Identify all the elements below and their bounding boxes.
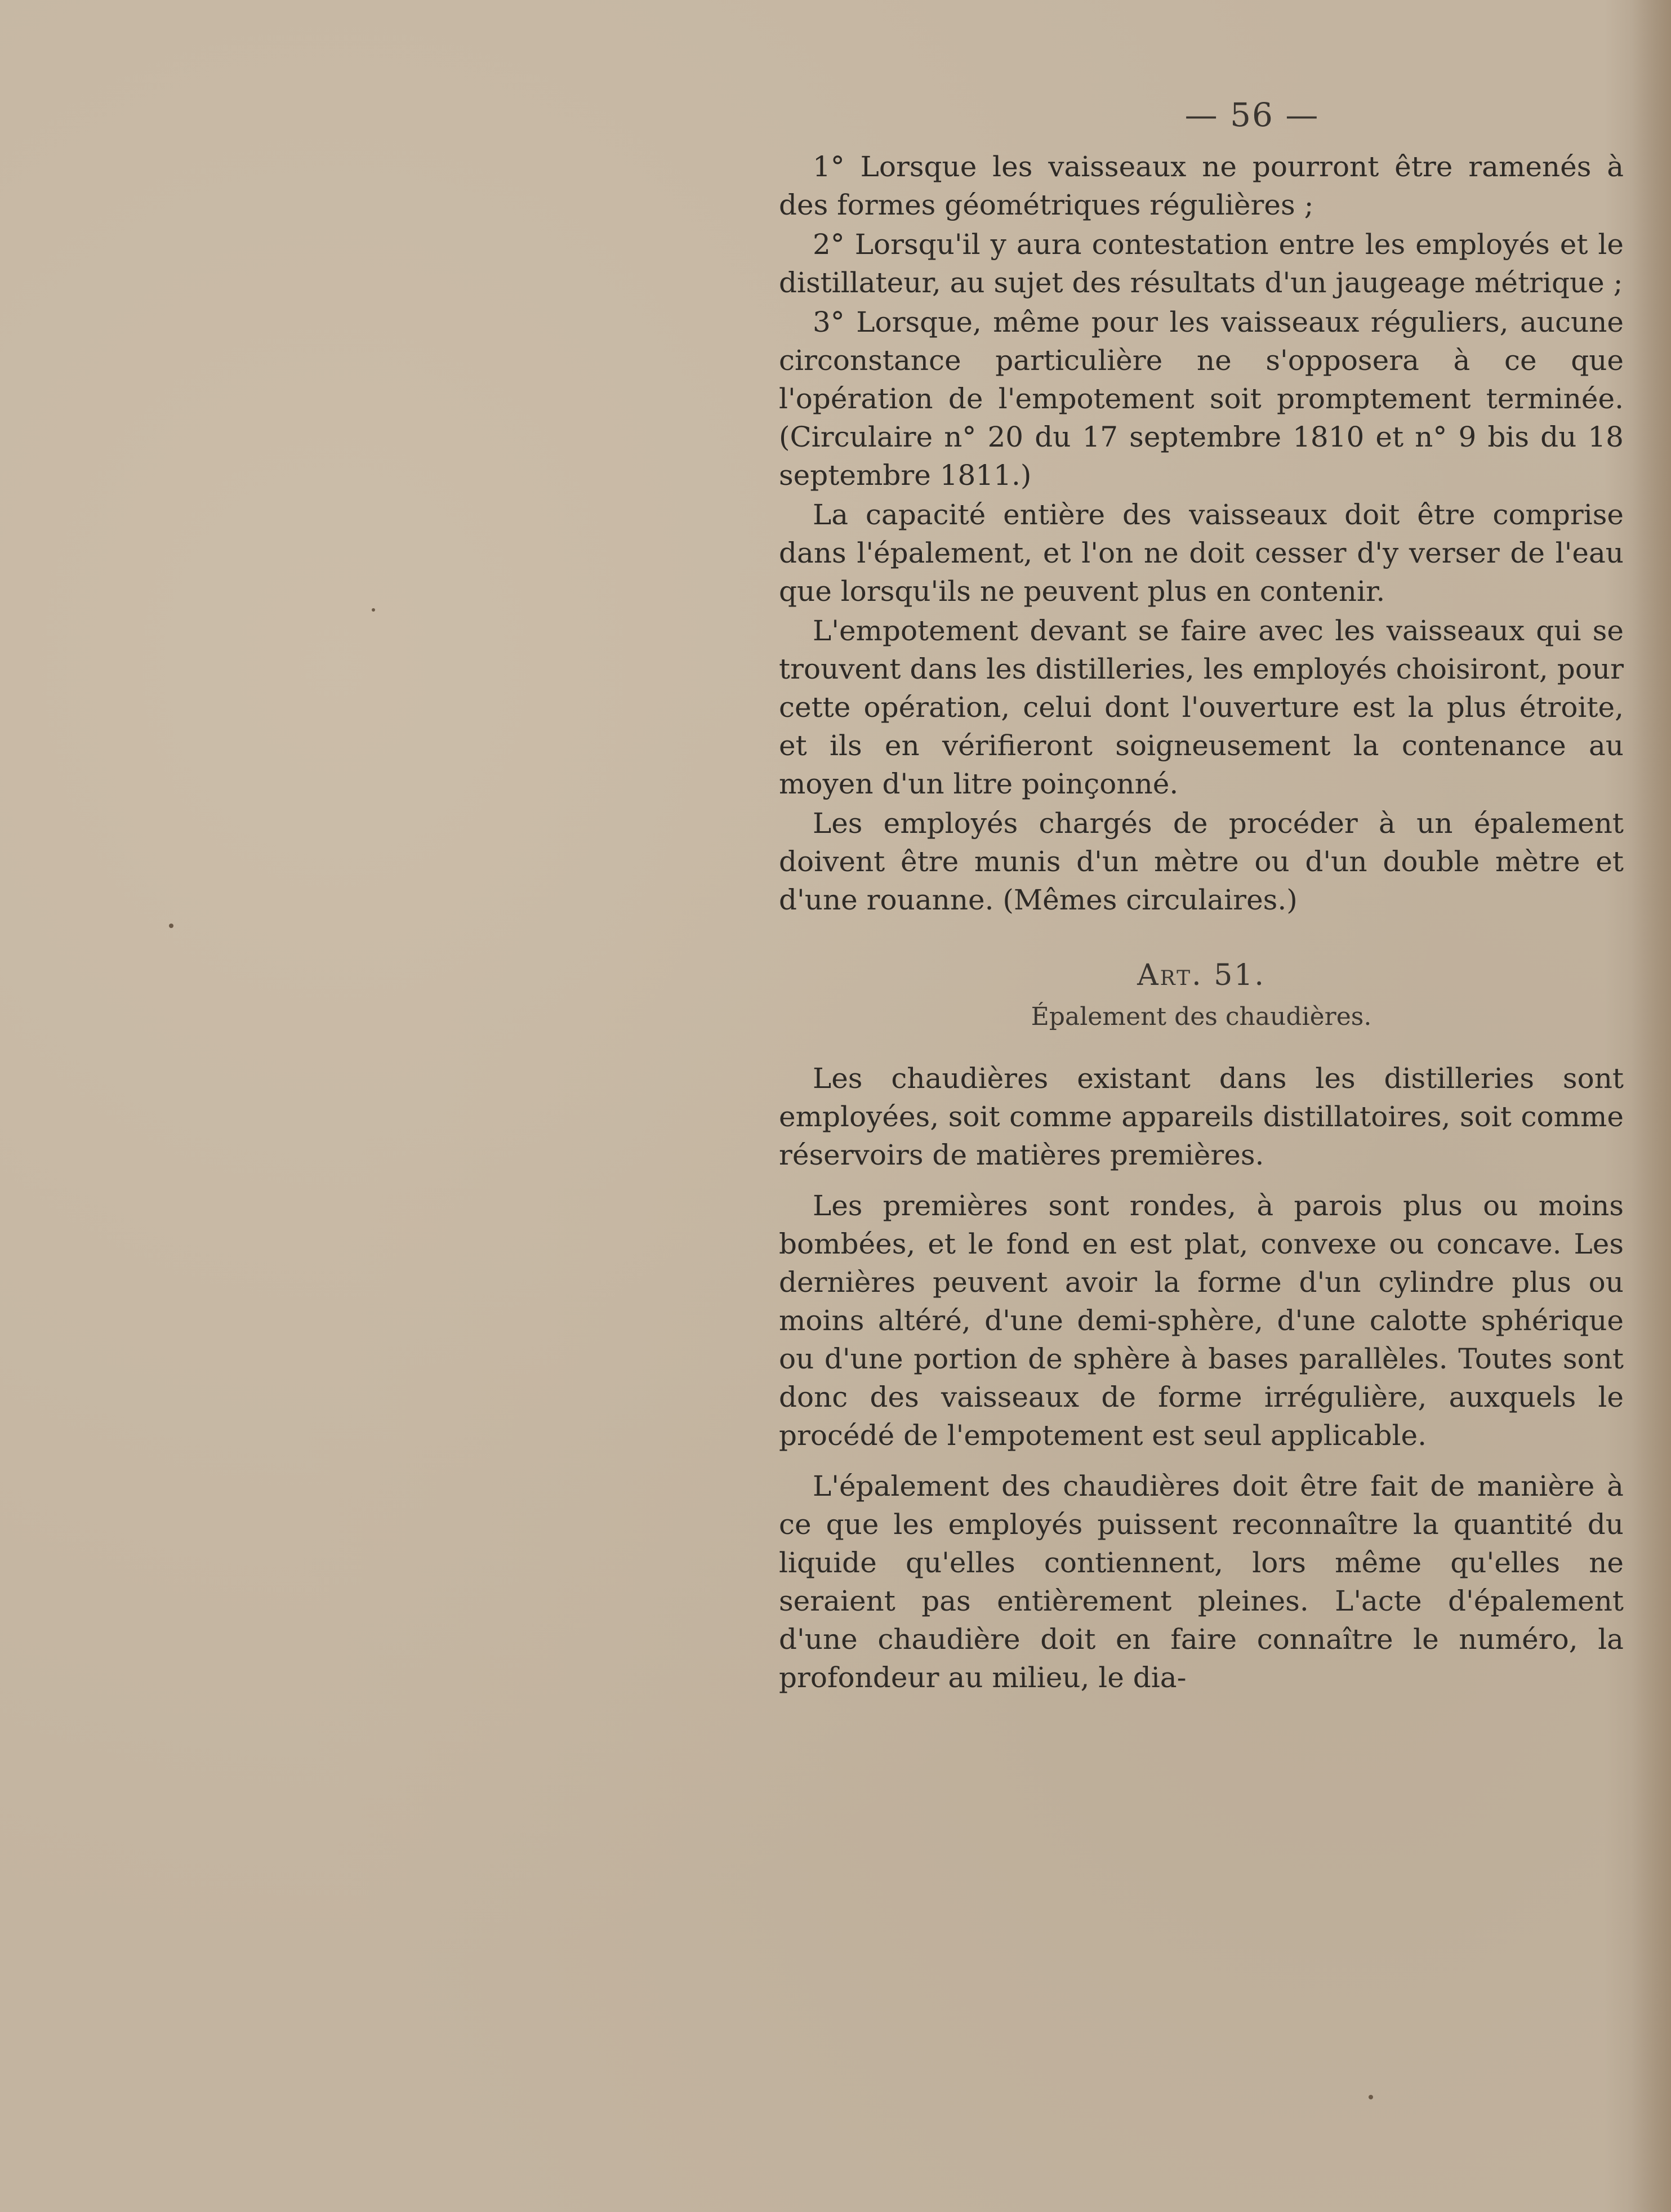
paragraph: 1° Lorsque les vaisseaux ne pourront être ramenés à des formes géométriques régulières ; bbox=[779, 150, 1624, 221]
paragraph: 3° Lorsque, même pour les vaisseaux réguliers, aucune circonstance particulière ne s'opposera à ce que l'opération de l'empotement soit promptement terminée. (Circulaire n° 20 du 17 septembre 1810 et n° 9 bis du 18 septembre 1811.) bbox=[779, 306, 1624, 492]
text-column bbox=[779, 96, 1624, 1709]
paper-speck bbox=[1369, 2095, 1373, 2099]
paragraph: Les chaudières existant dans les distilleries sont employées, soit comme appareils distillatoires, soit comme réservoirs de matières premières. bbox=[779, 1062, 1624, 1171]
paragraph: 2° Lorsqu'il y aura contestation entre les employés et le distillateur, au sujet des résultats d'un jaugeage métrique ; bbox=[779, 228, 1624, 299]
paper-speck bbox=[372, 608, 375, 612]
paragraph: Les premières sont rondes, à parois plus ou moins bombées, et le fond en est plat, convexe ou concave. Les dernières peuvent avoir la forme d'un cylindre plus ou moins altéré, d'une demi-sphère, d'une calotte sphérique ou d'une portion de sphère à bases parallèles. Toutes sont donc des vaisseaux de forme irrégulière, auxquels le procédé de l'empotement est seul applicable. bbox=[779, 1189, 1624, 1452]
page-edge-shadow bbox=[1632, 0, 1671, 2212]
paragraph: La capacité entière des vaisseaux doit être comprise dans l'épalement, et l'on ne doit cesser d'y verser de l'eau que lorsqu'ils ne peuvent plus en contenir. bbox=[779, 498, 1624, 608]
paragraph: Les employés chargés de procéder à un épalement doivent être munis d'un mètre ou d'un double mètre et d'une rouanne. (Mêmes circulaires.) bbox=[779, 807, 1624, 916]
paper-speck bbox=[169, 924, 173, 928]
article-subtitle: Épalement des chaudières. bbox=[1031, 1002, 1372, 1031]
article-title: Art. 51. bbox=[1137, 958, 1265, 992]
paragraph: L'épalement des chaudières doit être fait de manière à ce que les employés puissent reconnaître la quantité du liquide qu'elles contiennent, lors même qu'elles ne seraient pas entièrement pleines. L'acte d'épalement d'une chaudière doit en faire connaître le numéro, la profondeur au milieu, le dia- bbox=[779, 1470, 1624, 1694]
paragraph: L'empotement devant se faire avec les vaisseaux qui se trouvent dans les distilleries, les employés choisiront, pour cette opération, celui dont l'ouverture est la plus étroite, et ils en vérifieront soigneusement la contenance au moyen d'un litre poinçonné. bbox=[779, 614, 1624, 800]
page-number: — 56 — bbox=[1184, 96, 1320, 134]
